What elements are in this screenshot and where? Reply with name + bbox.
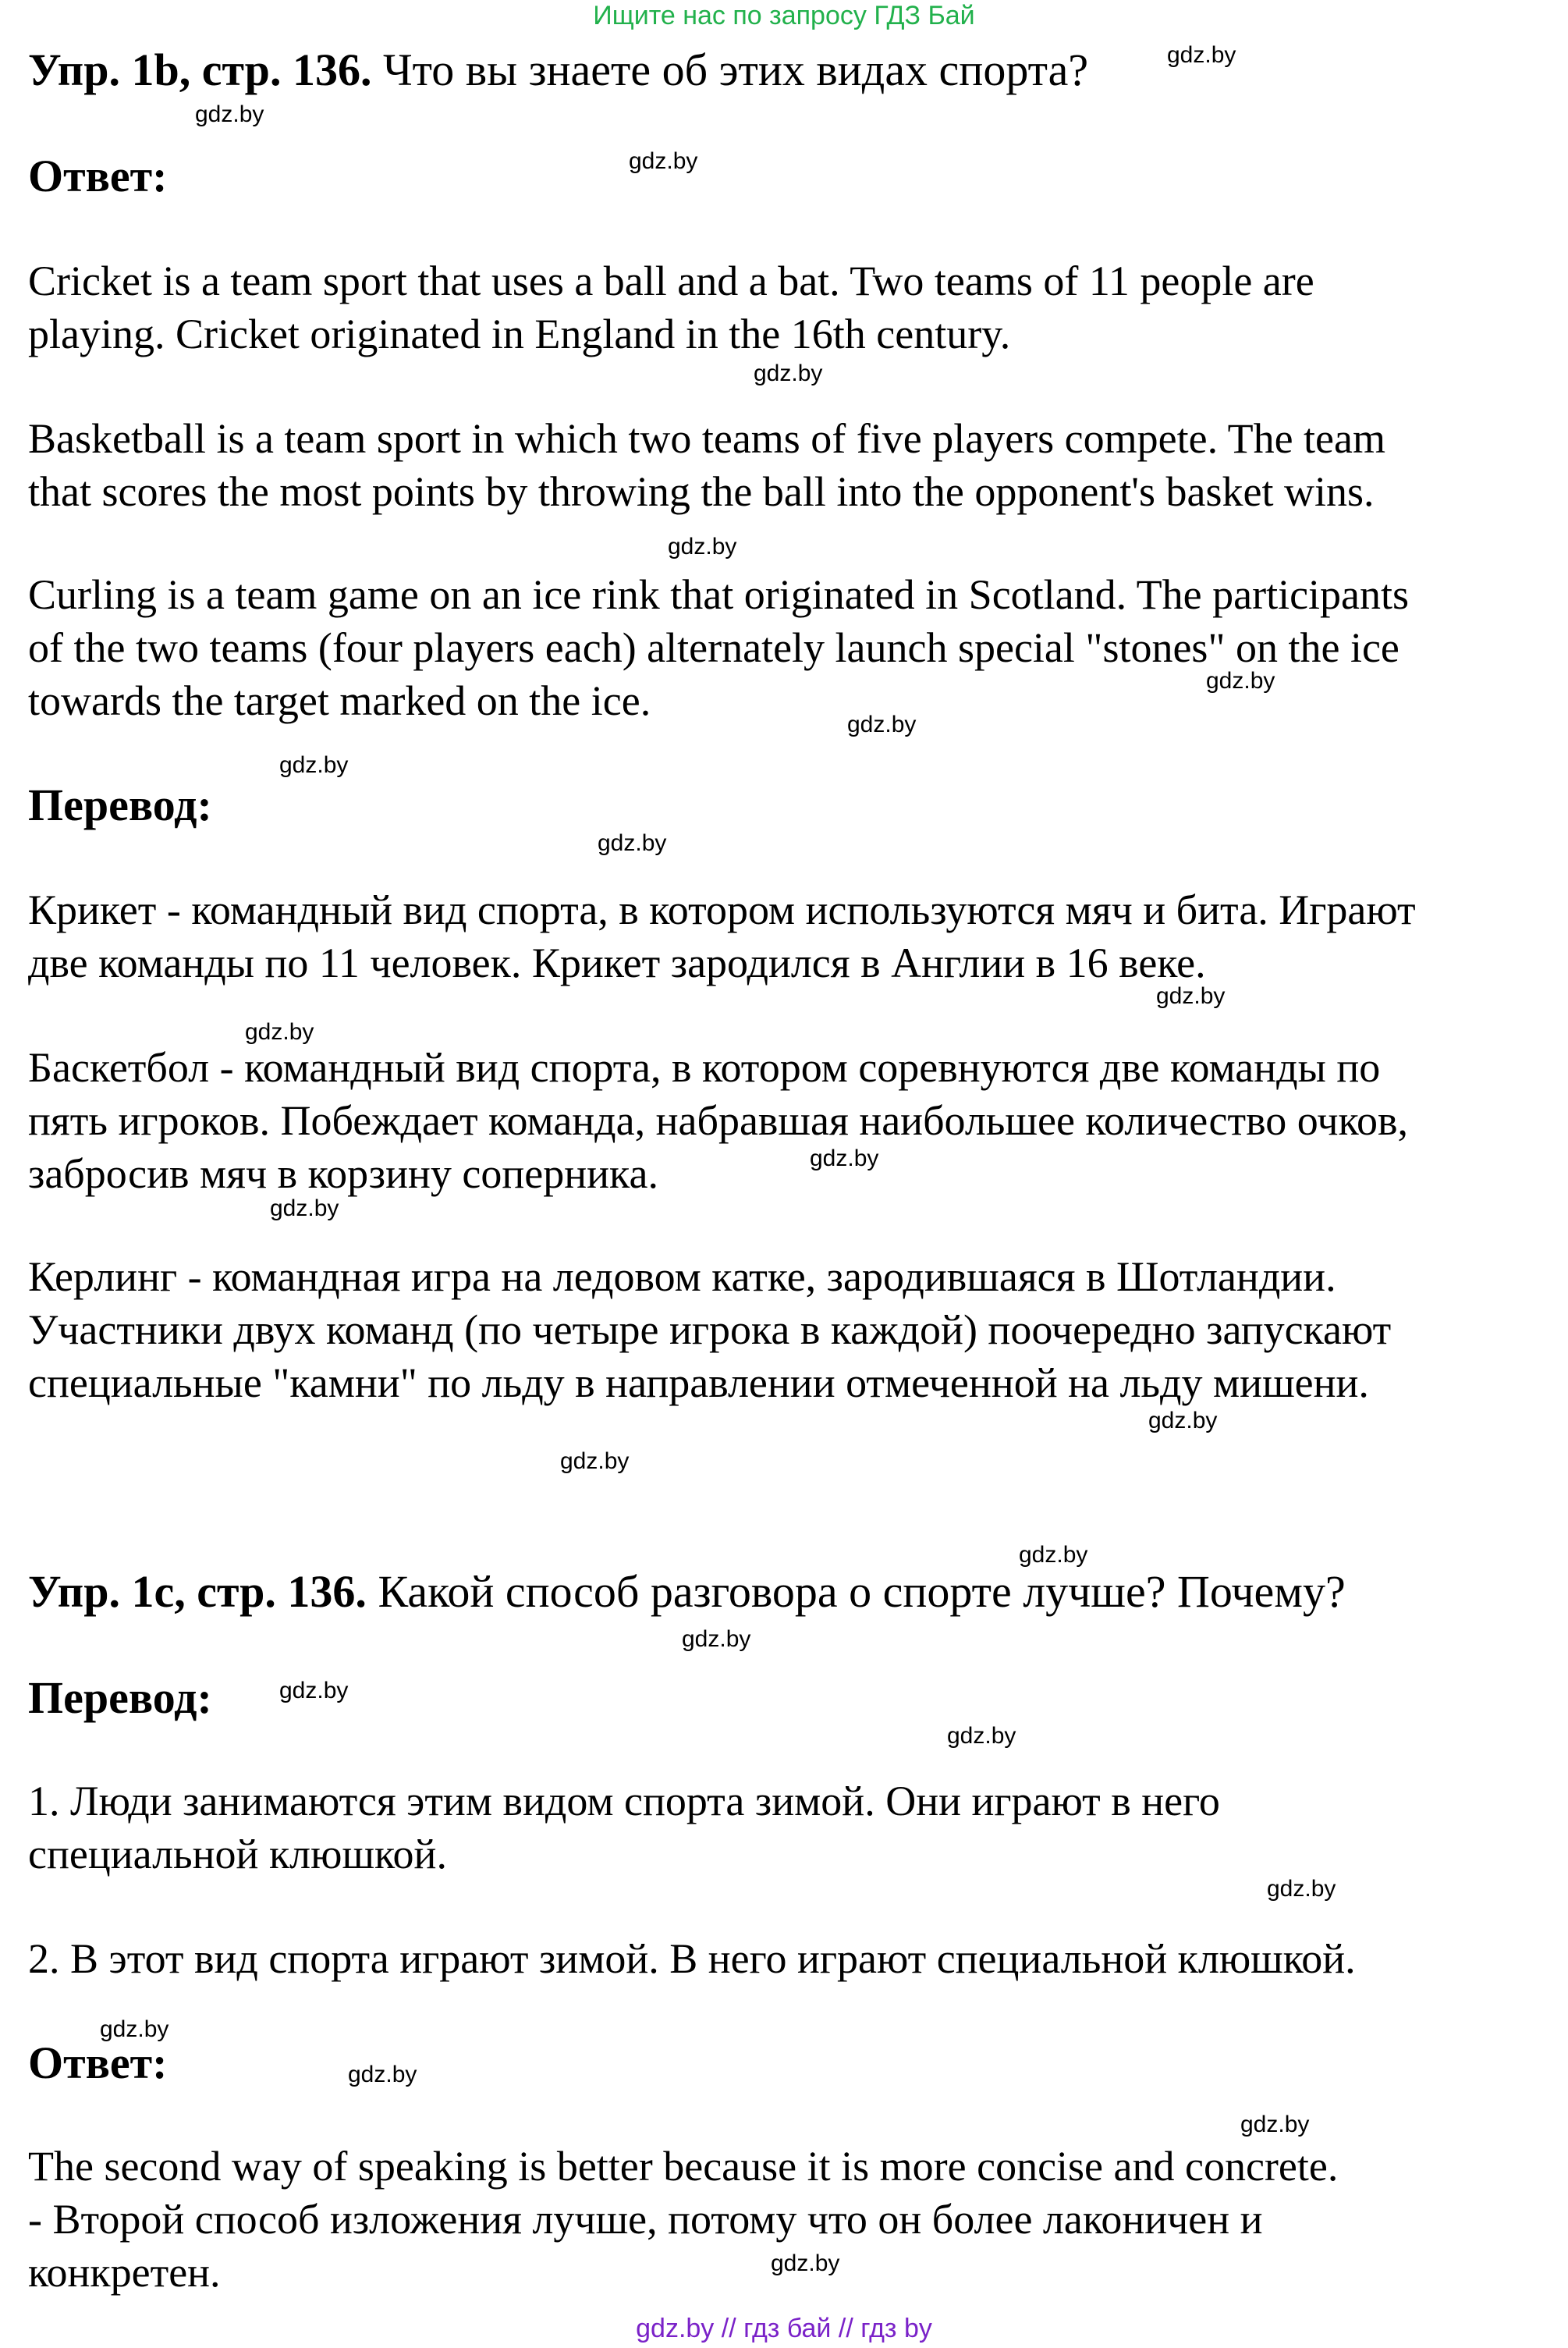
watermark: gdz.by — [754, 361, 823, 386]
watermark: gdz.by — [598, 830, 667, 856]
watermark: gdz.by — [279, 1678, 349, 1703]
watermark: gdz.by — [1148, 1408, 1218, 1433]
exercise-1c-answer-label: Ответ: — [28, 2037, 168, 2088]
exercise-1b-answer-label: Ответ: — [28, 151, 168, 201]
watermark: gdz.by — [100, 2016, 169, 2042]
paragraph-line: Керлинг - командная игра на ледовом катке, зародившаяся в Шотландии. — [28, 1253, 1336, 1300]
translation-item-2 — [28, 1932, 1557, 1985]
watermark: gdz.by — [279, 752, 349, 778]
watermark: gdz.by — [348, 2062, 417, 2087]
watermark: gdz.by — [629, 148, 698, 174]
translation-paragraph-basketball — [28, 1041, 1557, 1200]
paragraph-line: 2. В этот вид спорта играют зимой. В него играют специальной клюшкой. — [28, 1935, 1356, 1982]
paragraph-line: Curling is a team game on an ice rink that originated in Scotland. The participants — [28, 571, 1410, 618]
watermark: gdz.by — [245, 1019, 314, 1045]
translation-paragraph-cricket — [28, 883, 1557, 989]
watermark: gdz.by — [195, 101, 264, 127]
answer-paragraph-cricket — [28, 254, 1557, 361]
paragraph-line: of the two teams (four players each) alternately launch special "stones" on the ice — [28, 624, 1399, 671]
paragraph-line: towards the target marked on the ice. — [28, 677, 651, 724]
paragraph-line: Баскетбол - командный вид спорта, в котором соревнуются две команды по — [28, 1044, 1381, 1091]
paragraph-line: Cricket is a team sport that uses a ball and a bat. Two teams of 11 people are — [28, 258, 1314, 304]
watermark: gdz.by — [1240, 2112, 1310, 2137]
exercise-1c-heading — [28, 1565, 1346, 1618]
watermark: gdz.by — [810, 1146, 879, 1171]
watermark: gdz.by — [771, 2250, 840, 2276]
footer-links[interactable]: gdz.by // гдз бай // гдз by — [636, 2314, 932, 2343]
answer-paragraph-curling — [28, 568, 1557, 727]
watermark: gdz.by — [560, 1448, 630, 1474]
paragraph-line: специальные "камни" по льду в направлении отмеченной на льду мишени. — [28, 1359, 1369, 1406]
paragraph-line: - Второй способ изложения лучше, потому что он более лаконичен и — [28, 2196, 1263, 2243]
paragraph-line: забросив мяч в корзину соперника. — [28, 1150, 658, 1197]
watermark: gdz.by — [947, 1723, 1016, 1749]
paragraph-line: playing. Cricket originated in England in the 16th century. — [28, 311, 1011, 357]
translation-item-1 — [28, 1774, 1557, 1881]
answer-paragraph-basketball — [28, 412, 1557, 518]
exercise-1b-number: Упр. 1b, стр. 136. — [28, 44, 372, 95]
top-banner[interactable]: Ищите нас по запросу ГДЗ Бай — [593, 1, 975, 30]
paragraph-line: Участники двух команд (по четыре игрока в каждой) поочередно запускают — [28, 1306, 1392, 1353]
watermark: gdz.by — [847, 712, 917, 737]
paragraph-line: that scores the most points by throwing the ball into the opponent's basket wins. — [28, 468, 1375, 515]
exercise-1c-number: Упр. 1c, стр. 136. — [28, 1566, 367, 1617]
exercise-1b-question: Что вы знаете об этих видах спорта? — [382, 44, 1089, 95]
exercise-1c-question: Какой способ разговора о спорте лучше? Почему? — [378, 1566, 1346, 1617]
paragraph-line: специальной клюшкой. — [28, 1831, 447, 1877]
watermark: gdz.by — [1156, 983, 1226, 1009]
paragraph-line: конкретен. — [28, 2249, 221, 2296]
exercise-1c-translation-label: Перевод: — [28, 1672, 212, 1723]
paragraph-line: две команды по 11 человек. Крикет зародился в Англии в 16 веке. — [28, 940, 1206, 986]
watermark: gdz.by — [1206, 668, 1275, 694]
watermark: gdz.by — [1019, 1542, 1088, 1568]
watermark: gdz.by — [270, 1195, 339, 1221]
paragraph-line: The second way of speaking is better because it is more concise and concrete. — [28, 2143, 1339, 2190]
exercise-1b-heading — [28, 44, 1088, 97]
watermark: gdz.by — [1167, 42, 1236, 68]
paragraph-line: пять игроков. Побеждает команда, набравшая наибольшее количество очков, — [28, 1097, 1408, 1144]
watermark: gdz.by — [1267, 1876, 1336, 1902]
watermark: gdz.by — [668, 534, 737, 559]
paragraph-line: Крикет - командный вид спорта, в котором используются мяч и бита. Играют — [28, 886, 1416, 933]
translation-paragraph-curling — [28, 1250, 1557, 1409]
watermark: gdz.by — [682, 1626, 751, 1652]
paragraph-line: 1. Люди занимаются этим видом спорта зимой. Они играют в него — [28, 1778, 1220, 1824]
paragraph-line: Basketball is a team sport in which two teams of five players compete. The team — [28, 415, 1385, 462]
exercise-1b-translation-label: Перевод: — [28, 780, 212, 830]
